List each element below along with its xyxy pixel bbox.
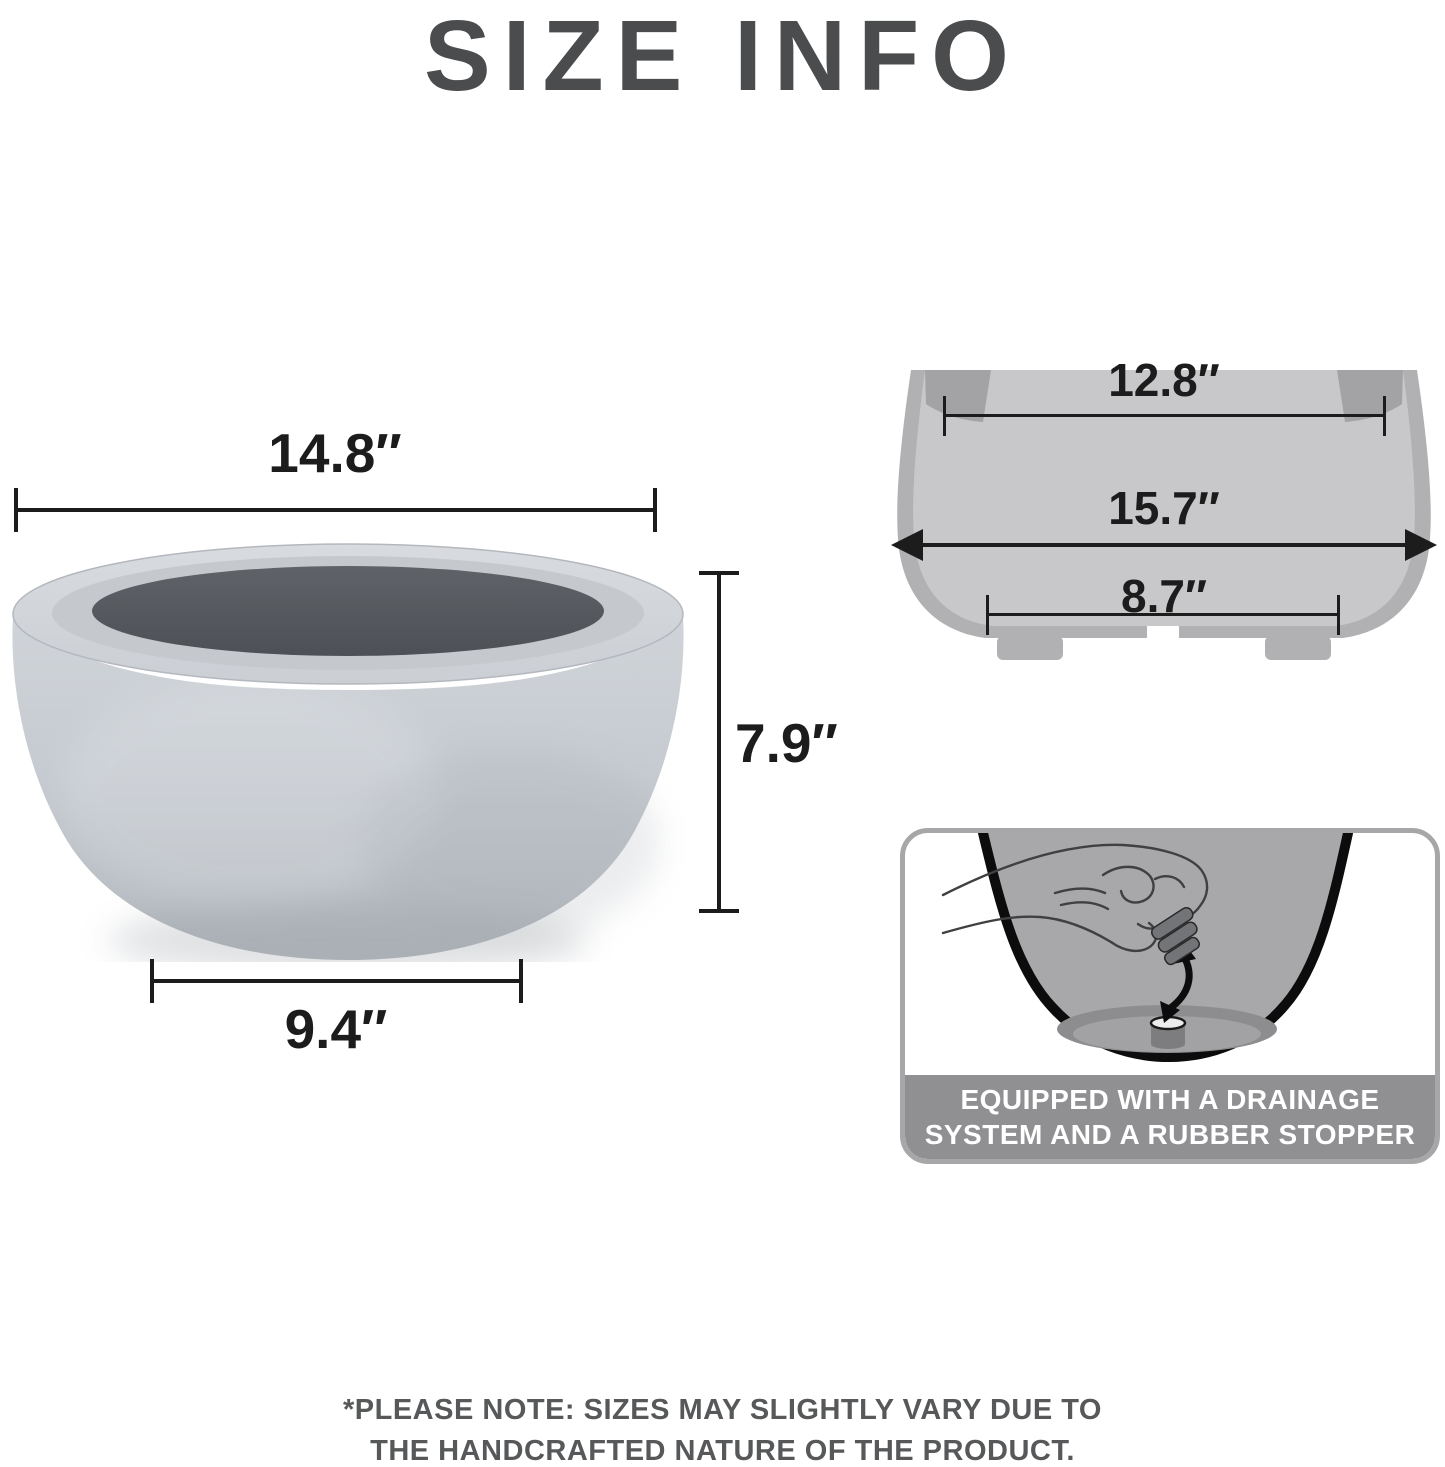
dim-cap-top — [699, 571, 739, 575]
dim-line-top-width — [14, 508, 657, 512]
dim-line-inner-top-width — [943, 414, 1386, 417]
dim-label-inner-top-width: 12.8″ — [1108, 354, 1220, 406]
dim-tick-right — [653, 488, 657, 532]
drainage-callout-box — [900, 828, 1440, 1164]
dim-tick-right — [1337, 595, 1340, 635]
dim-tick-left — [150, 959, 154, 1003]
footnote-line2: THE HANDCRAFTED NATURE OF THE PRODUCT. — [370, 1435, 1075, 1467]
dim-label-top-width: 14.8″ — [268, 422, 402, 484]
dim-line-drain-base-width — [986, 613, 1340, 616]
dim-tick-right — [519, 959, 523, 1003]
dim-cap-bottom — [699, 909, 739, 913]
dim-label-base-width: 9.4″ — [284, 998, 388, 1060]
dim-tick-left — [986, 595, 989, 635]
dim-line-outer-width — [905, 543, 1423, 547]
arrow-right-icon — [1405, 529, 1437, 561]
footnote-line1: *PLEASE NOTE: SIZES MAY SLIGHTLY VARY DUE TO — [343, 1394, 1102, 1426]
dim-label-drain-base-width: 8.7″ — [1121, 570, 1207, 622]
dim-label-height: 7.9″ — [735, 712, 838, 774]
dim-line-base-width — [150, 979, 523, 983]
drainage-caption-line2: SYSTEM AND A RUBBER STOPPER — [924, 1119, 1416, 1150]
page-title: SIZE INFO — [424, 0, 1021, 112]
drainage-caption-bar — [905, 1075, 1435, 1159]
drainage-caption-line1: EQUIPPED WITH A DRAINAGE — [960, 1084, 1380, 1115]
dim-tick-right — [1383, 396, 1386, 436]
footnote — [0, 1390, 1445, 1467]
planter-pot-image — [10, 542, 686, 962]
dim-tick-left — [943, 396, 946, 436]
dim-label-outer-width: 15.7″ — [1108, 482, 1220, 534]
dim-tick-left — [14, 488, 18, 532]
drainage-illustration — [905, 833, 1435, 1075]
dim-line-height — [717, 573, 721, 913]
arrow-left-icon — [891, 529, 923, 561]
